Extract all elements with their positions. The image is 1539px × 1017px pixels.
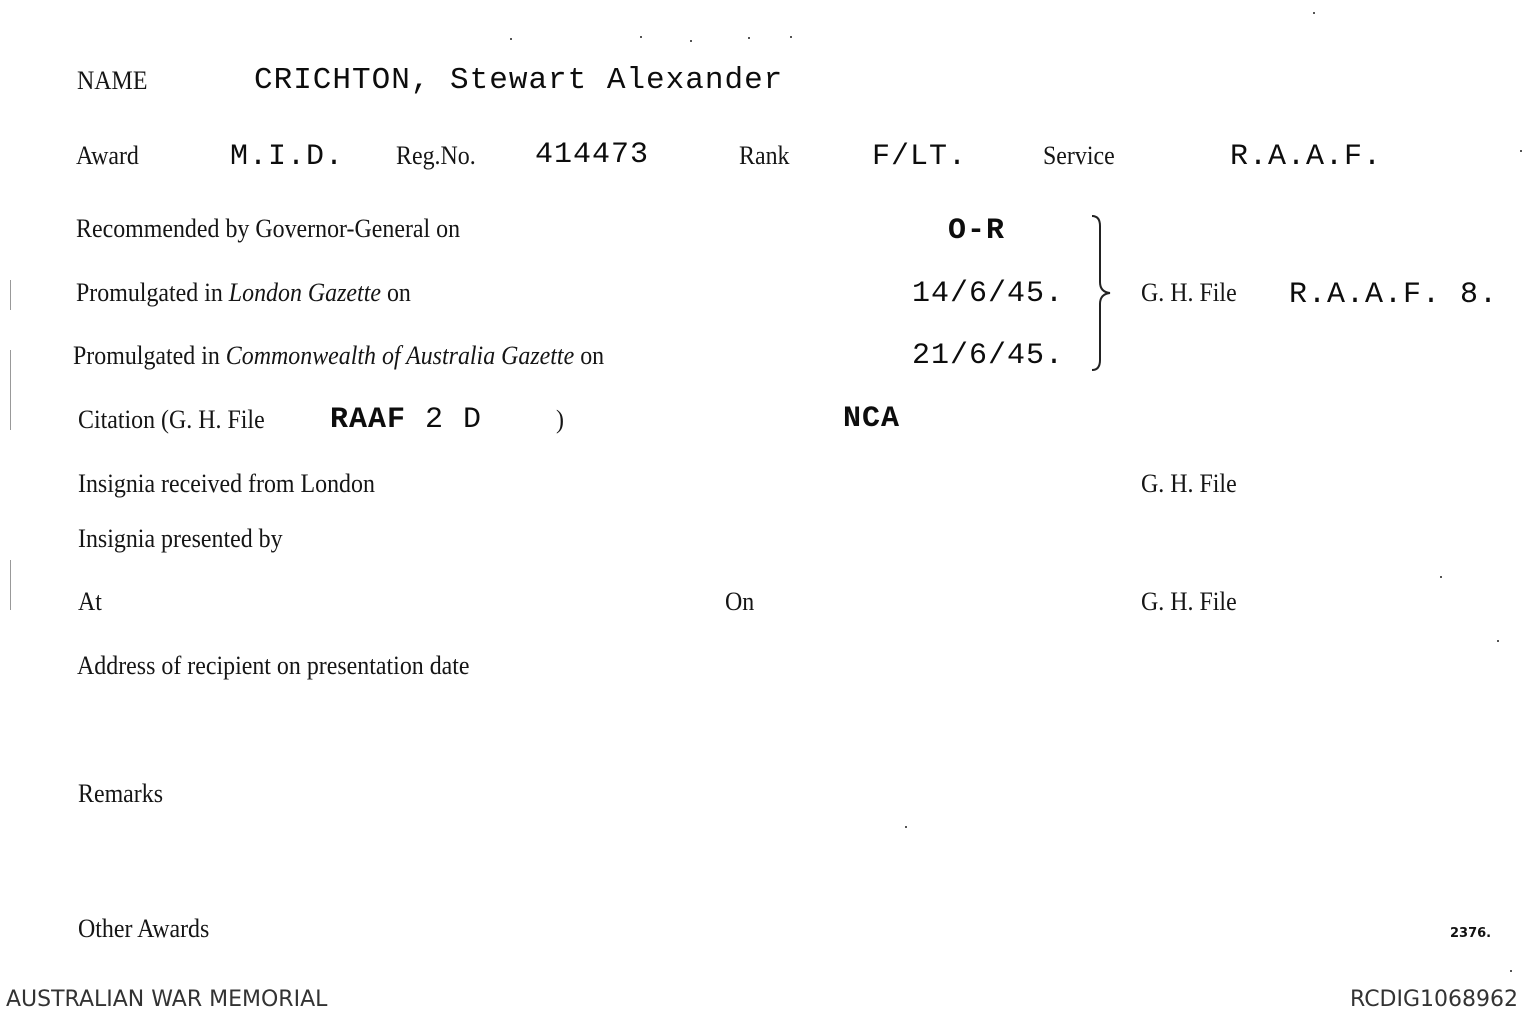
london-prefix: Promulgated in (76, 278, 223, 307)
speck (510, 38, 512, 40)
citation-note: NCA (843, 402, 901, 436)
citation-label: Citation (G. H. File (78, 405, 265, 434)
service-label: Service (1043, 141, 1115, 170)
footer-institution: AUSTRALIAN WAR MEMORIAL (6, 987, 328, 1012)
citation-close-paren: ) (556, 405, 564, 434)
rank-value: F/LT. (872, 140, 968, 174)
regno-value: 414473 (535, 138, 650, 172)
other-awards-label: Other Awards (78, 914, 210, 943)
commonwealth-gazette-title: Commonwealth of Australia Gazette (225, 341, 575, 370)
london-gazette-title: London Gazette (228, 278, 381, 307)
footer-record-id: RCDIG1068962 (1350, 987, 1519, 1012)
speck (1313, 12, 1315, 14)
commonwealth-prefix: Promulgated in (73, 341, 220, 370)
on-label: On (725, 587, 755, 616)
award-value: M.I.D. (230, 140, 345, 174)
scan-edge-mark (10, 560, 11, 610)
citation-file-value (330, 403, 482, 437)
at-label: At (78, 587, 102, 616)
london-suffix: on (386, 278, 411, 307)
speck (690, 40, 692, 42)
name-label: NAME (77, 66, 148, 95)
regno-label: Reg.No. (396, 141, 476, 170)
card-number: 2376. (1450, 926, 1492, 941)
commonwealth-suffix: on (580, 341, 605, 370)
citation-file-rest: 2 D (425, 403, 483, 437)
gh-file-label-insignia: G. H. File (1141, 469, 1237, 498)
london-gazette-label (76, 278, 411, 308)
speck (1497, 640, 1499, 642)
award-label: Award (76, 141, 139, 170)
speck (748, 37, 750, 39)
name-value: CRICHTON, Stewart Alexander (254, 63, 784, 98)
commonwealth-gazette-date: 21/6/45. (912, 339, 1065, 373)
speck (640, 36, 642, 38)
speck (1440, 576, 1442, 578)
rank-label: Rank (739, 141, 790, 170)
gh-file-label-gazette: G. H. File (1141, 278, 1237, 307)
service-value: R.A.A.F. (1230, 140, 1383, 174)
insignia-received-label: Insignia received from London (78, 469, 375, 498)
remarks-label: Remarks (78, 779, 164, 808)
speck (1520, 150, 1522, 152)
scan-edge-mark (10, 350, 11, 430)
speck (905, 826, 907, 828)
recommended-value: O-R (948, 214, 1006, 248)
speck (1510, 970, 1512, 972)
commonwealth-gazette-label (73, 341, 604, 371)
grouping-brace (1090, 214, 1114, 372)
recommended-label: Recommended by Governor-General on (76, 214, 461, 243)
address-label: Address of recipient on presentation date (77, 651, 470, 680)
speck (790, 36, 792, 38)
gh-file-label-presentation: G. H. File (1141, 587, 1237, 616)
london-gazette-date: 14/6/45. (912, 277, 1065, 311)
insignia-presented-label: Insignia presented by (78, 524, 283, 553)
scan-edge-mark (10, 280, 11, 310)
gh-file-value-gazette: R.A.A.F. 8. (1289, 278, 1499, 312)
citation-file-bold: RAAF (330, 403, 407, 437)
